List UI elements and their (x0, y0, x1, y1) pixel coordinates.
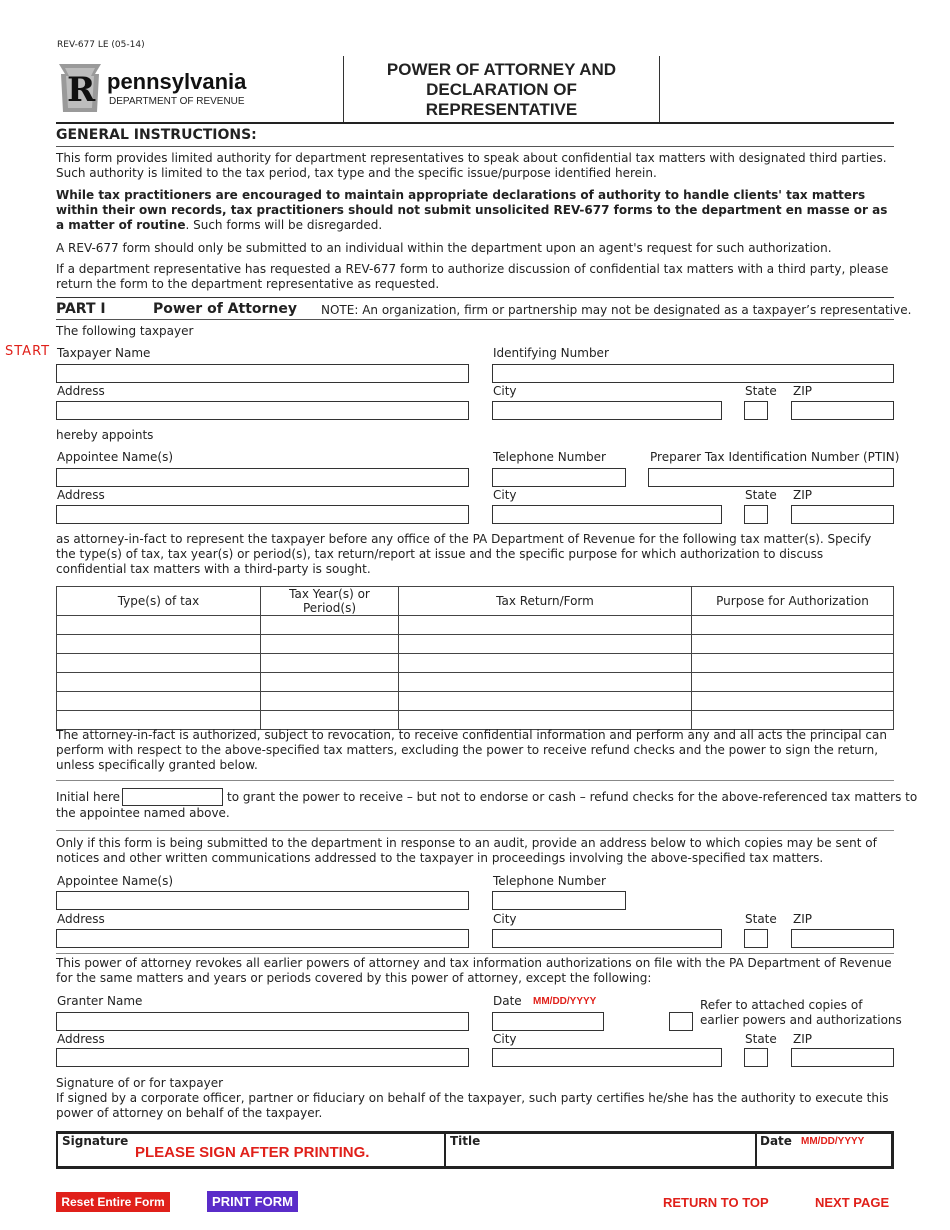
authorized-text: The attorney-in-fact is authorized, subject to revocation, to receive confidential information and perform any and all acts the principal can perform with respect to the above-specified tax matters, excluding the power to receive refund checks and the power to sign the return, unless specifically granted below. (56, 728, 887, 772)
hereby-appoints-label: hereby appoints (56, 428, 154, 442)
taxpayer-state-field[interactable] (744, 401, 768, 420)
logo-subtitle: DEPARTMENT OF REVENUE (109, 96, 245, 107)
granter-date-label: Date (493, 994, 522, 1008)
following-taxpayer-label: The following taxpayer (56, 324, 194, 338)
general-rule (56, 146, 894, 147)
appointee-city-label: City (493, 488, 517, 502)
granter-state-field[interactable] (744, 1048, 768, 1067)
appointee-state-field[interactable] (744, 505, 768, 524)
purpose-cell[interactable] (692, 673, 894, 692)
granter-address-label: Address (57, 1032, 105, 1046)
ptin-field[interactable] (648, 468, 894, 487)
tax-matters-table (56, 586, 894, 730)
attorney-in-fact-text: as attorney-in-fact to represent the taxpayer before any office of the PA Department of Revenue for the following tax matter(s). Specify the type(s) of tax, tax year(s) or period(s), tax return/report at issue and the specific purpose for which authorization to discuss confidential tax matters with a third-party is sought. (56, 532, 872, 576)
general-paragraph-2-rest: . Such forms will be disregarded. (185, 218, 383, 232)
purpose-cell[interactable] (692, 635, 894, 654)
audit-state-label: State (745, 912, 777, 926)
part1-top-rule (56, 297, 894, 298)
initial-text-2: the appointee named above. (56, 806, 230, 820)
table-row (57, 692, 894, 711)
authorized-rule (56, 780, 894, 781)
reset-form-button[interactable]: Reset Entire Form (56, 1192, 170, 1212)
purpose-cell[interactable] (692, 692, 894, 711)
ptin-label: Preparer Tax Identification Number (PTIN) (650, 450, 900, 464)
part1-note: NOTE: An organization, firm or partnership may not be designated as a taxpayer’s representative. (321, 303, 912, 317)
part1-bottom-rule (56, 319, 894, 320)
form-code: REV-677 LE (05-14) (57, 40, 145, 50)
signature-section-text: If signed by a corporate officer, partner or fiduciary on behalf of the taxpayer, such party certifies he/she has the authority to execute this power of attorney on behalf of the taxpayer. (56, 1091, 889, 1120)
audit-zip-field[interactable] (791, 929, 894, 948)
table-row (57, 654, 894, 673)
return-to-top-link[interactable]: RETURN TO TOP (663, 1195, 769, 1210)
taxpayer-zip-field[interactable] (791, 401, 894, 420)
print-form-button[interactable]: PRINT FORM (207, 1191, 298, 1212)
appointee-telephone-field[interactable] (492, 468, 626, 487)
general-paragraph-3: A REV-677 form should only be submitted to an individual within the department upon an agent's request for such authorization. (56, 241, 832, 255)
audit-city-label: City (493, 912, 517, 926)
granter-date-hint: MM/DD/YYYY (533, 996, 597, 1007)
logo-name: pennsylvania (107, 69, 247, 94)
tax-year-cell[interactable] (261, 673, 399, 692)
tax-year-header: Tax Year(s) or Period(s) (261, 587, 399, 616)
form-title (344, 60, 659, 120)
sign-after-printing-note: PLEASE SIGN AFTER PRINTING. (135, 1144, 370, 1161)
table-row (57, 635, 894, 654)
granter-address-field[interactable] (56, 1048, 469, 1067)
appointee-state-label: State (745, 488, 777, 502)
appointee-name-label: Appointee Name(s) (57, 450, 174, 464)
title-line-3: REPRESENTATIVE (425, 100, 578, 119)
next-page-link[interactable]: NEXT PAGE (815, 1195, 890, 1210)
tax-year-cell[interactable] (261, 654, 399, 673)
audit-appointee-name-label: Appointee Name(s) (57, 874, 174, 888)
initial-here-label: Initial here (56, 790, 121, 804)
audit-city-field[interactable] (492, 929, 722, 948)
tax-return-cell[interactable] (399, 635, 692, 654)
audit-telephone-label: Telephone Number (493, 874, 606, 888)
appointee-zip-field[interactable] (791, 505, 894, 524)
appointee-name-field[interactable] (56, 468, 469, 487)
granter-city-field[interactable] (492, 1048, 722, 1067)
audit-appointee-name-field[interactable] (56, 891, 469, 910)
taxpayer-state-label: State (745, 384, 777, 398)
refer-text-1: Refer to attached copies of (700, 998, 863, 1012)
appointee-address-field[interactable] (56, 505, 469, 524)
purpose-cell[interactable] (692, 711, 894, 730)
tax-type-cell[interactable] (57, 692, 261, 711)
purpose-cell[interactable] (692, 654, 894, 673)
initial-text-1: to grant the power to receive – but not to endorse or cash – refund checks for the above-referenced tax matters to (227, 790, 918, 804)
logo-letter: R (67, 70, 96, 110)
signature-date-label: Date (760, 1134, 792, 1148)
general-heading: GENERAL INSTRUCTIONS: (56, 127, 257, 143)
tax-year-cell[interactable] (261, 711, 399, 730)
tax-return-cell[interactable] (399, 711, 692, 730)
tax-return-cell[interactable] (399, 673, 692, 692)
table-row (57, 711, 894, 730)
granter-zip-label: ZIP (793, 1032, 812, 1046)
taxpayer-name-label: Taxpayer Name (57, 346, 151, 360)
header-rule (56, 122, 894, 124)
granter-date-field[interactable] (492, 1012, 604, 1031)
initial-here-field[interactable] (122, 788, 223, 806)
part1-label: PART I (56, 301, 106, 317)
tax-return-cell[interactable] (399, 654, 692, 673)
tax-type-cell[interactable] (57, 654, 261, 673)
taxpayer-city-label: City (493, 384, 517, 398)
taxpayer-zip-label: ZIP (793, 384, 812, 398)
taxpayer-address-field[interactable] (56, 401, 469, 420)
revokes-text: This power of attorney revokes all earlier powers of attorney and tax information authorizations on file with the PA Department of Revenue for the same matters and years or periods covered by this power of attorney, except the following: (56, 956, 892, 985)
tax-type-cell[interactable] (57, 616, 261, 635)
purpose-cell[interactable] (692, 616, 894, 635)
appointee-telephone-label: Telephone Number (493, 450, 606, 464)
title-line-1: POWER OF ATTORNEY AND (386, 60, 617, 79)
tax-table-header-row (57, 587, 894, 616)
tax-type-header: Type(s) of tax (57, 587, 261, 616)
tax-type-cell[interactable] (57, 711, 261, 730)
table-row (57, 673, 894, 692)
title-label: Title (450, 1134, 481, 1148)
granter-state-label: State (745, 1032, 777, 1046)
identifying-number-label: Identifying Number (493, 346, 609, 360)
purpose-header: Purpose for Authorization (692, 587, 894, 616)
signature-divider-2 (755, 1134, 757, 1166)
tax-year-cell[interactable] (261, 635, 399, 654)
granter-zip-field[interactable] (791, 1048, 894, 1067)
initial-rule (56, 830, 894, 831)
pa-logo (57, 62, 257, 114)
signature-divider-1 (444, 1134, 446, 1166)
appointee-zip-label: ZIP (793, 488, 812, 502)
tax-return-cell[interactable] (399, 616, 692, 635)
taxpayer-city-field[interactable] (492, 401, 722, 420)
audit-text: Only if this form is being submitted to the department in response to an audit, provide an address below to which copies may be sent of notices and other written communications addressed to the taxpayer in proceedings involving the above-specified tax matters. (56, 836, 877, 865)
granter-city-label: City (493, 1032, 517, 1046)
signature-section-label: Signature of or for taxpayer (56, 1076, 224, 1090)
audit-telephone-field[interactable] (492, 891, 626, 910)
general-paragraph-2-bold: While tax practitioners are encouraged to maintain appropriate declarations of authority to handle clients' tax matters within their own records, tax practitioners should not submit unsolicited REV-677 forms to the department en masse or as a matter of routine (56, 188, 888, 232)
audit-address-label: Address (57, 912, 105, 926)
tax-type-cell[interactable] (57, 673, 261, 692)
start-marker: START (5, 344, 51, 359)
audit-zip-label: ZIP (793, 912, 812, 926)
refer-text-2: earlier powers and authorizations (700, 1013, 902, 1027)
general-paragraph-2 (56, 188, 894, 233)
audit-state-field[interactable] (744, 929, 768, 948)
tax-year-cell[interactable] (261, 692, 399, 711)
tax-type-cell[interactable] (57, 635, 261, 654)
refer-attached-checkbox[interactable] (669, 1012, 693, 1031)
appointee-city-field[interactable] (492, 505, 722, 524)
tax-return-header: Tax Return/Form (399, 587, 692, 616)
identifying-number-field[interactable] (492, 364, 894, 383)
granter-name-field[interactable] (56, 1012, 469, 1031)
appointee-address-label: Address (57, 488, 105, 502)
general-paragraph-1: This form provides limited authority for department representatives to speak about confidential tax matters with designated third parties. Such authority is limited to the tax period, tax type and the specific issue/purpose identified herein. (56, 151, 887, 180)
title-divider-right (659, 56, 660, 122)
general-paragraph-4: If a department representative has requested a REV-677 form to authorize discussion of confidential tax matters with a third party, please return the form to the department representative as requested. (56, 262, 889, 291)
tax-year-cell[interactable] (261, 616, 399, 635)
tax-return-cell[interactable] (399, 692, 692, 711)
signature-date-hint: MM/DD/YYYY (801, 1136, 865, 1147)
part1-title: Power of Attorney (153, 301, 297, 317)
taxpayer-name-field[interactable] (56, 364, 469, 383)
taxpayer-address-label: Address (57, 384, 105, 398)
granter-name-label: Granter Name (57, 994, 143, 1008)
title-line-2: DECLARATION OF (426, 80, 577, 99)
audit-rule (56, 953, 894, 954)
table-row (57, 616, 894, 635)
signature-label: Signature (62, 1134, 129, 1148)
audit-address-field[interactable] (56, 929, 469, 948)
